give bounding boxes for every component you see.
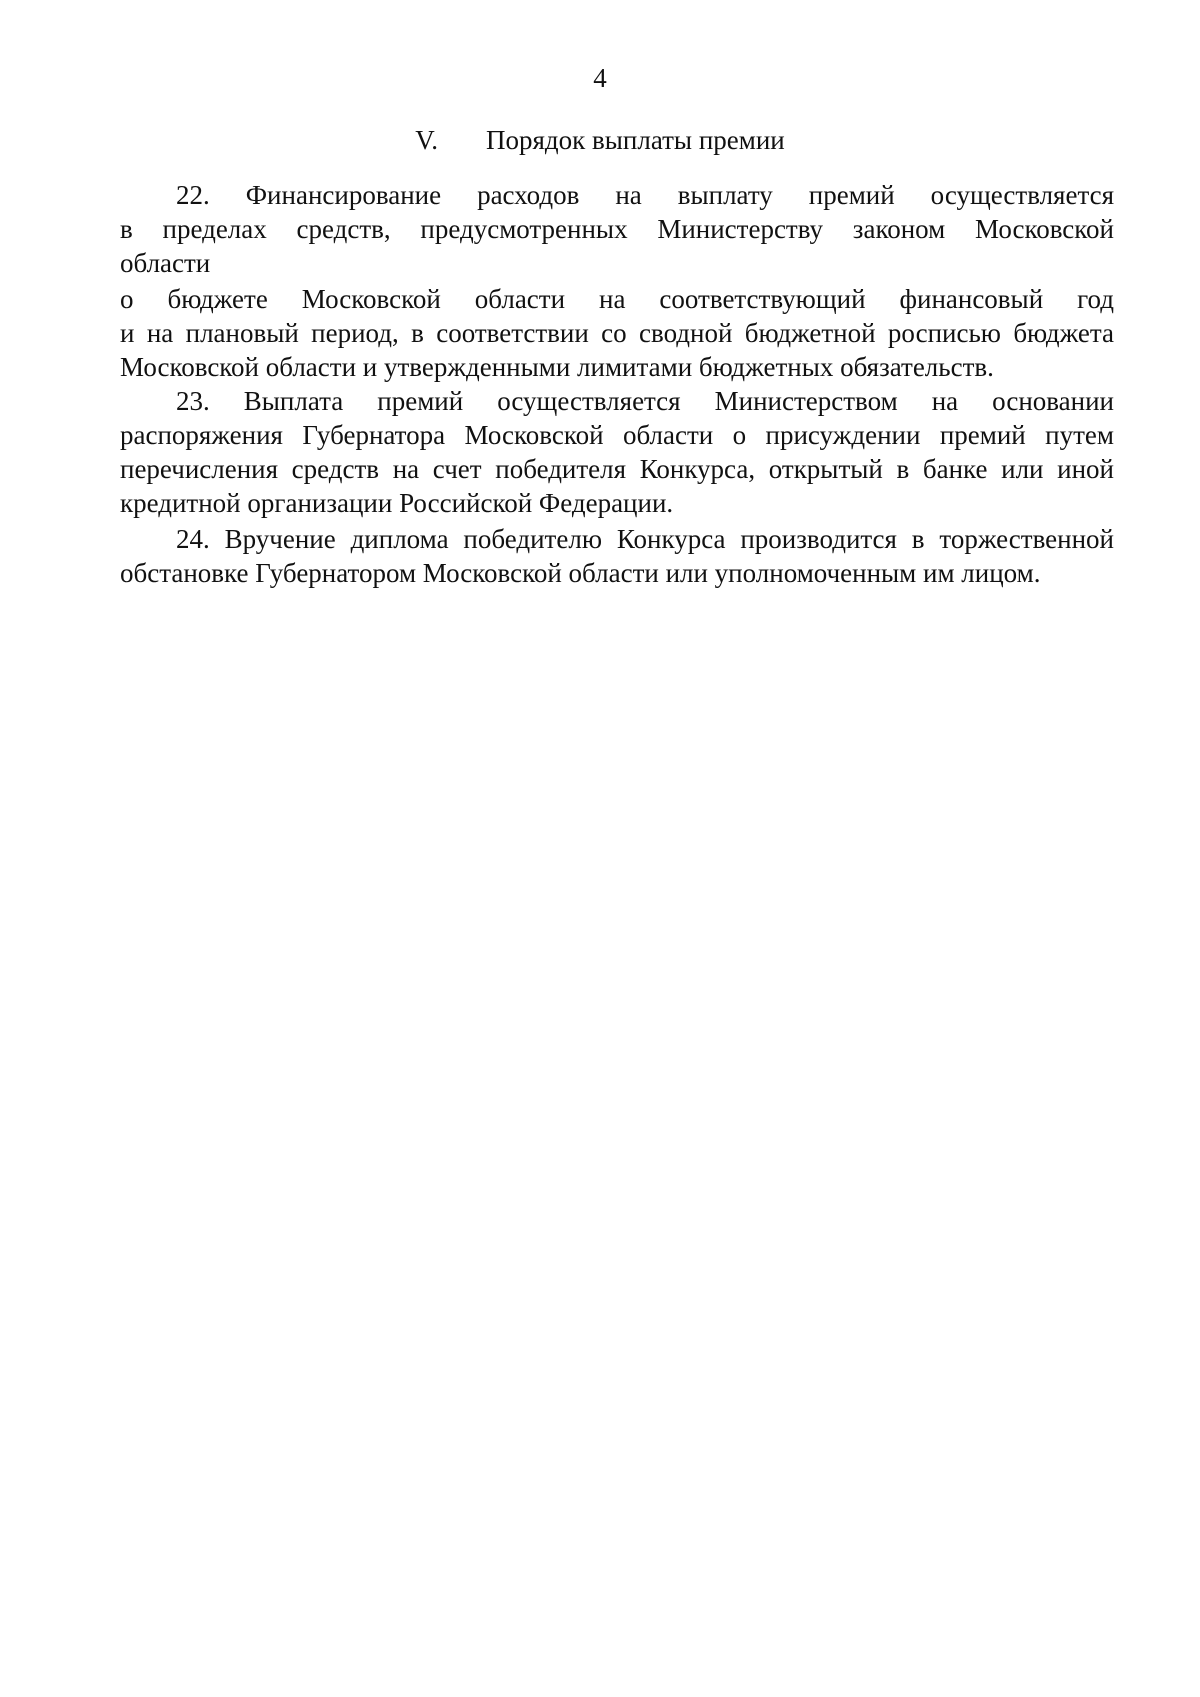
- paragraph-22-line-1: 22. Финансирование расходов на выплату премий осуществляется: [176, 180, 1114, 210]
- page-number: 4: [593, 63, 607, 93]
- paragraph-22-line-3: области: [120, 248, 211, 278]
- section-number: V.: [415, 125, 439, 155]
- section-title: Порядок выплаты премии: [486, 125, 785, 155]
- section-heading: [0, 124, 1200, 156]
- paragraph-23-line-1: 23. Выплата премий осуществляется Министерством на основании: [176, 386, 1114, 416]
- paragraph-23-line-4: кредитной организации Российской Федерации.: [120, 488, 674, 518]
- paragraph-23-line-2: распоряжения Губернатора Московской области о присуждении премий путем: [120, 420, 1114, 450]
- paragraph-23-line-3: перечисления средств на счет победителя Конкурса, открытый в банке или иной: [120, 454, 1114, 484]
- paragraph-22-line-5: и на плановый период, в соответствии со сводной бюджетной росписью бюджета: [120, 318, 1114, 348]
- paragraph-24-line-1: 24. Вручение диплома победителю Конкурса производится в торжественной: [176, 524, 1114, 554]
- paragraph-22-line-2: в пределах средств, предусмотренных Министерству законом Московской: [120, 214, 1114, 244]
- paragraph-22-line-6: Московской области и утвержденными лимитами бюджетных обязательств.: [120, 352, 994, 382]
- paragraph-22-line-4: о бюджете Московской области на соответствующий финансовый год: [120, 284, 1114, 314]
- paragraph-24-line-2: обстановке Губернатором Московской области или уполномоченным им лицом.: [120, 558, 1041, 588]
